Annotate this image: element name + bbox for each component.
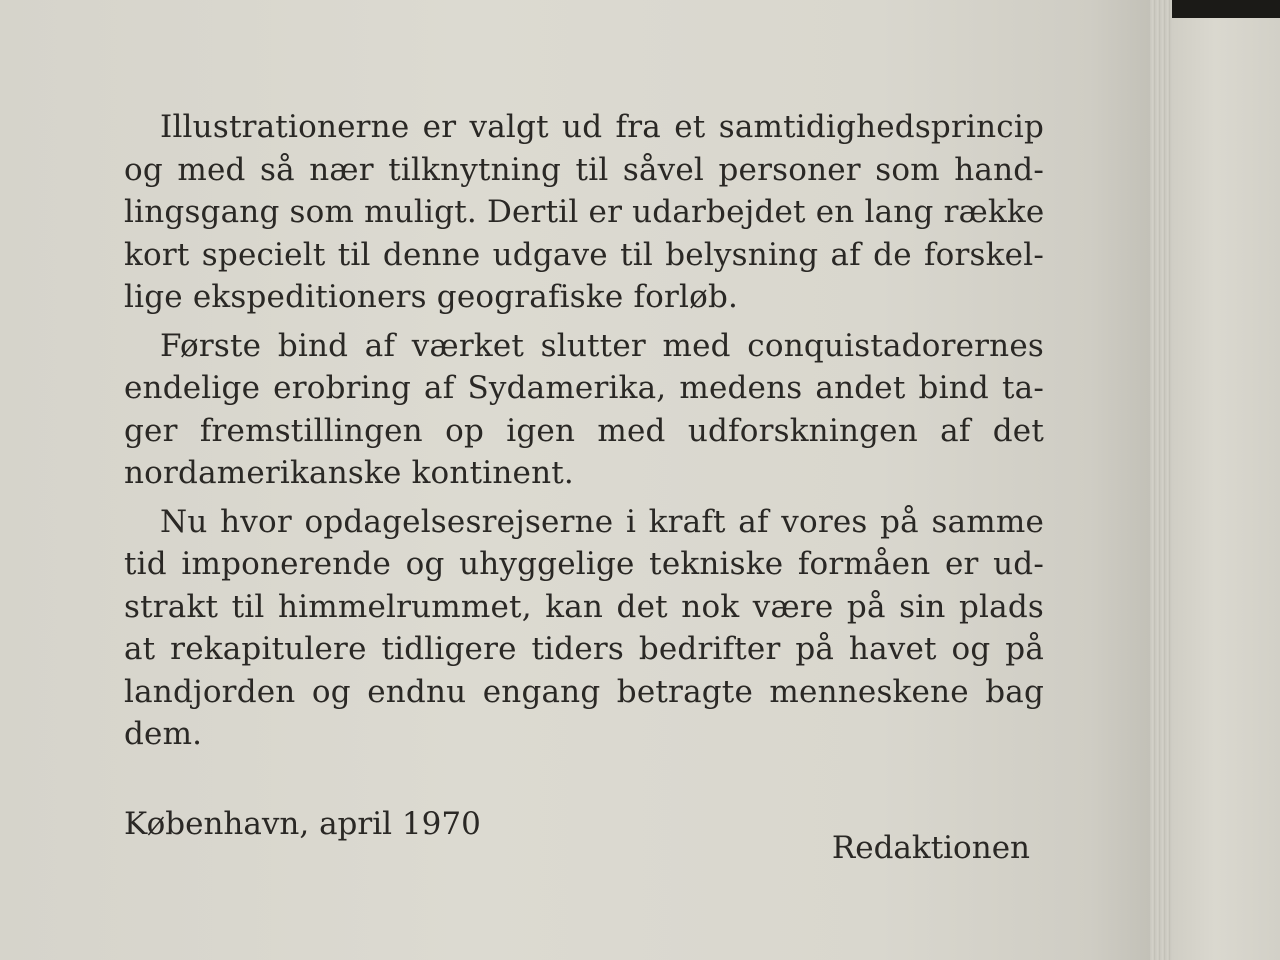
text-line: ger fremstillingen op igen med udforskningen af det: [124, 412, 1044, 449]
place-date: København, april 1970: [124, 806, 481, 842]
text-line: tid imponerende og uhyggelige tekniske formåen er ud-: [124, 546, 1044, 582]
paragraph-2: [124, 325, 1044, 495]
text-line: dem.: [124, 716, 203, 752]
text-line: at rekapitulere tidligere tiders bedrifter på havet og på: [124, 631, 1044, 667]
text-line: strakt til himmelrummet, kan det nok være på sin plads: [124, 588, 1044, 625]
text-line: Illustrationerne er valgt ud fra et samtidighedsprincip: [160, 109, 1044, 145]
paragraph-1: [124, 106, 1044, 319]
body-text: [124, 106, 1044, 762]
text-line: og med så nær tilknytning til såvel personer som hand-: [124, 151, 1044, 188]
adjacent-book-spine: [1172, 18, 1280, 960]
text-line: lingsgang som muligt. Dertil er udarbejdet en lang række: [124, 194, 1045, 230]
paragraph-3: [124, 501, 1044, 756]
text-line: lige ekspeditioners geografiske forløb.: [124, 279, 739, 315]
text-line: endelige erobring af Sydamerika, medens andet bind ta-: [124, 370, 1044, 406]
text-line: nordamerikanske kontinent.: [124, 455, 574, 491]
text-line: landjorden og endnu engang betragte menneskene bag: [124, 673, 1044, 710]
page-edge: [1150, 0, 1172, 960]
text-line: kort specielt til denne udgave til belysning af de forskel-: [124, 236, 1044, 273]
text-line: Første bind af værket slutter med conquistadorernes: [160, 327, 1044, 364]
signature: Redaktionen: [831, 830, 1030, 866]
page-footer: [124, 806, 1030, 866]
text-line: Nu hvor opdagelsesrejserne i kraft af vores på samme: [160, 503, 1044, 540]
